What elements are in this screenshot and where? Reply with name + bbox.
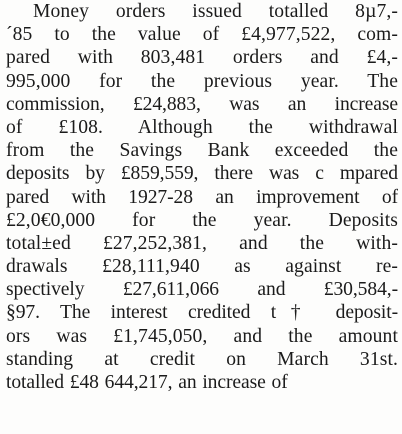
text-line-12: drawals £28,111,940 as against re- — [6, 256, 398, 278]
text-line-11: total±ed £27,252,381, and the with- — [6, 232, 398, 254]
text-line-15: ors was £1,745,050, and the amount — [6, 325, 398, 347]
text-line-9: pared with 1927-28 an improvement of — [6, 186, 398, 208]
text-line-7: from the Savings Bank exceeded the — [6, 140, 398, 162]
text-line-16: standing at credit on March 31st. — [6, 348, 398, 370]
text-line-14: §97. The interest credited t† deposit- — [6, 302, 398, 324]
text-line-1: Money orders issued totalled 8µ7,- — [33, 1, 398, 22]
text-line-17: totalled £48 644,217, an increase of — [6, 372, 288, 393]
text-line-2: ´85 to the value of £4,977,522, com- — [6, 24, 398, 46]
text-line-8: deposits by £859,559, there was c mpared — [6, 163, 398, 185]
text-line-5: commission, £24,883, was an increase — [6, 93, 398, 115]
text-line-3: pared with 803,481 orders and £4,- — [6, 47, 398, 69]
text-line-4: 995,000 for the previous year. The — [6, 70, 398, 92]
text-line-6: of £108. Although the withdrawal — [6, 116, 398, 138]
text-line-10: £2,0€0,000 for the year. Deposits — [6, 209, 398, 231]
text-line-13: spectively £27,611,066 and £30,584,- — [6, 279, 398, 301]
article-column — [6, 0, 398, 394]
